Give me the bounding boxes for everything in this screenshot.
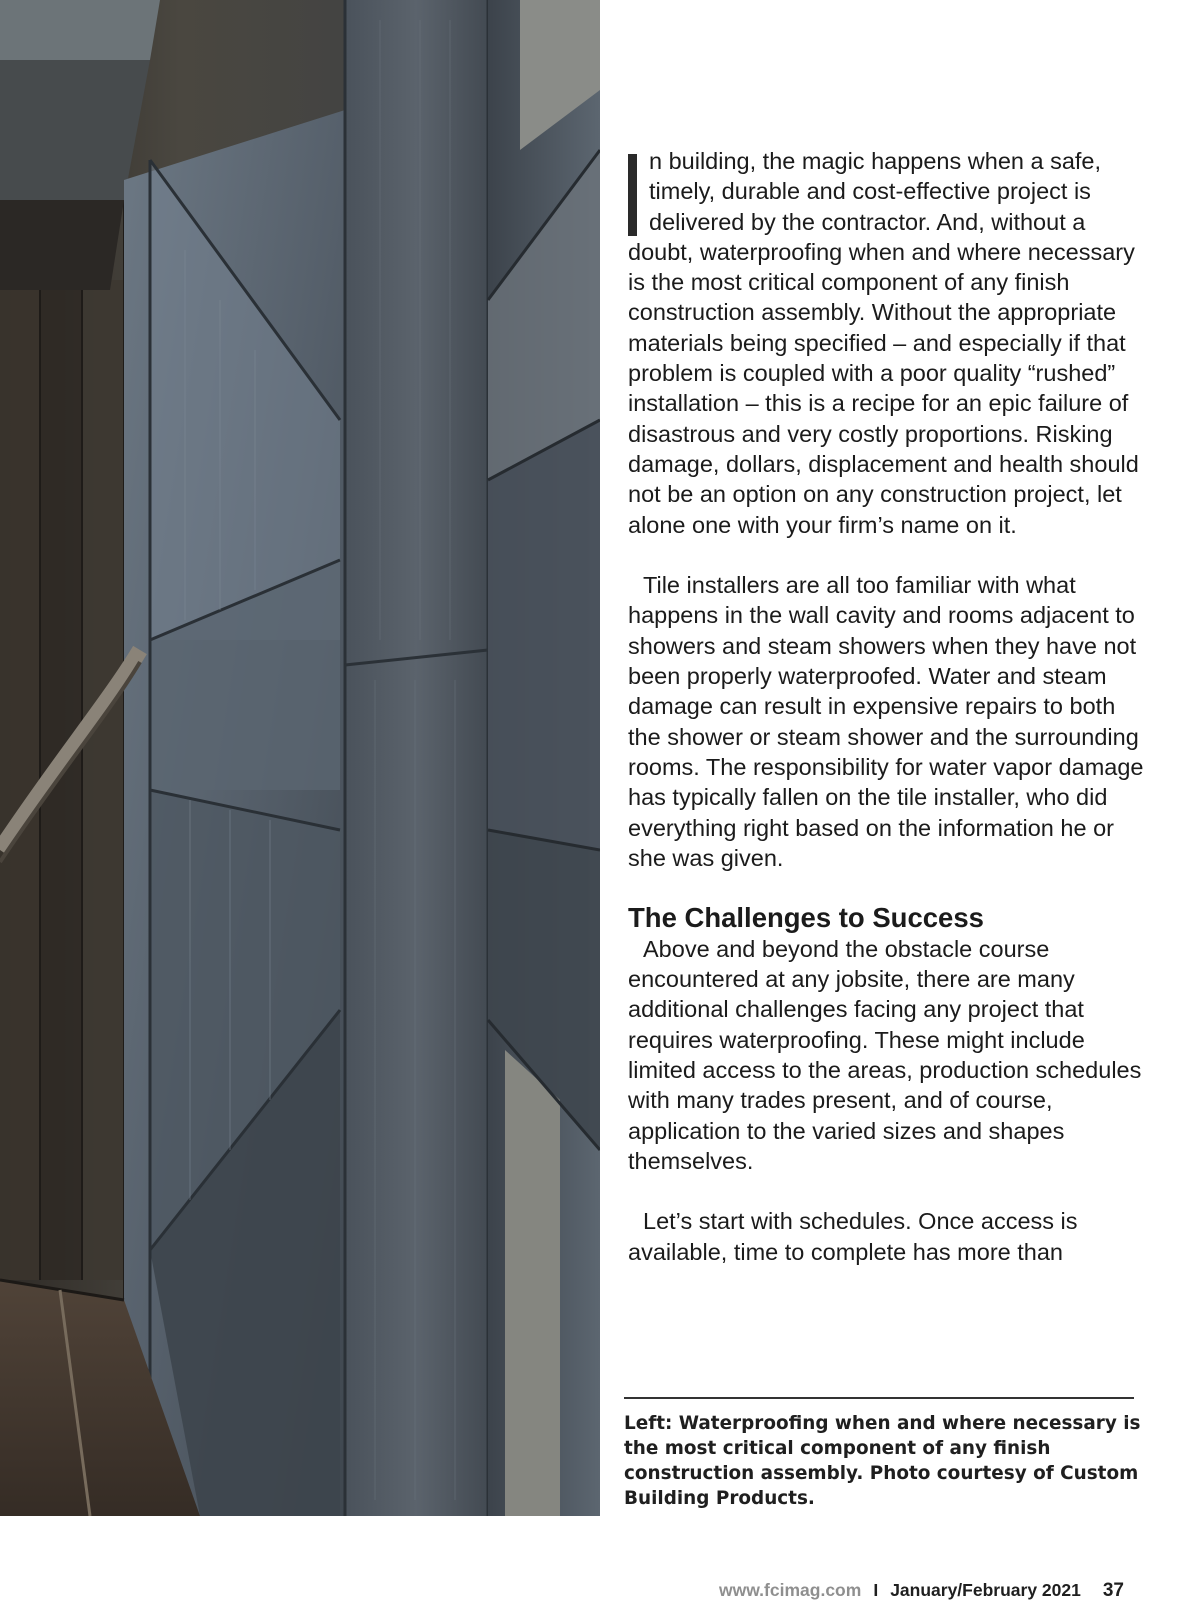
- footer-separator: I: [873, 1580, 879, 1600]
- footer-url[interactable]: www.fcimag.com: [719, 1580, 862, 1600]
- article-paragraph-intro: [628, 146, 1148, 540]
- article-paragraph-4: Let’s start with schedules. Once access is available, time to complete has more than: [628, 1208, 1078, 1265]
- article-body: [628, 146, 1148, 1267]
- drop-cap-letter: [628, 154, 637, 236]
- wood-plank-shower-image: [0, 0, 600, 1516]
- photo-caption: Left: Waterproofing when and where necessary is the most critical component of any finish construction assembly. Photo courtesy of Custom Building Products.: [624, 1413, 1141, 1509]
- section-subheading: The Challenges to Success: [628, 902, 984, 934]
- caption-divider: [624, 1397, 1134, 1399]
- shower-photo: [0, 0, 600, 1516]
- article-paragraph-3: Above and beyond the obstacle course encountered at any jobsite, there are many additional challenges facing any project that requires waterproofing. These might include limited access to the areas, production schedules with many trades present, and of course, application to the varied sizes and shapes themselves.: [628, 935, 1142, 1174]
- footer-issue-date: January/February 2021: [890, 1580, 1081, 1600]
- intro-text: n building, the magic happens when a safe, timely, durable and cost-effective project is delivered by the contractor. And, without a doubt, waterproofing when and where necessary is the most critical component of any finish construction assembly. Without the appropriate materials being specified – and especially if that problem is coupled with a poor quality “rushed” installation – this is a recipe for an epic failure of disastrous and very costly proportions. Risking damage, dollars, displacement and health should not be an option on any construction project, let alone one with your firm’s name on it.: [628, 148, 1139, 538]
- article-paragraph-2: Tile installers are all too familiar with what happens in the wall cavity and rooms adjacent to showers and steam showers when they have not been properly waterproofed. Water and steam damage can result in expensive repairs to both the shower or steam shower and the surrounding rooms. The responsibility for water vapor damage has typically fallen on the tile installer, who did everything right based on the information he or she was given.: [628, 572, 1144, 871]
- page-footer: [719, 1580, 1124, 1602]
- page-number: 37: [1102, 1580, 1124, 1601]
